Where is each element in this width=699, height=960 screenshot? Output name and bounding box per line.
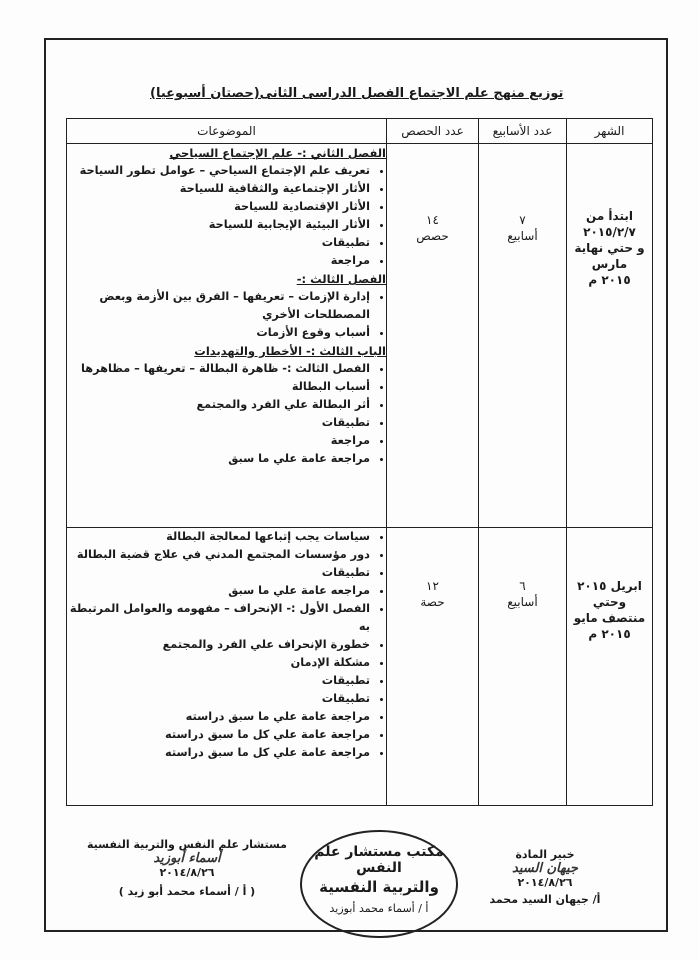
- table-rows-0-month-line: ٢٠١٥ م: [588, 273, 631, 287]
- section-heading: الفصل الثاني :- علم الإجتماع السياحي: [169, 146, 386, 160]
- topic-list: [67, 288, 386, 342]
- topic-item: • تطبيقات: [67, 234, 370, 252]
- table-rows-1-lessons-line: ١٢: [426, 579, 439, 594]
- topic-item: • الفصل الأول :- الإنحراف – مفهومه والعوامل المرتبطة به: [67, 600, 370, 636]
- curriculum-table: [66, 118, 653, 806]
- weeks-cell: [479, 144, 567, 528]
- stamp-line-3: أ / أسماء محمد أبوزيد: [329, 902, 429, 915]
- topic-item: • مراجعة عامة علي ما سبق: [67, 450, 370, 468]
- table-row: [67, 528, 653, 806]
- expert-signature-scrawl: جيهان السيد: [512, 861, 578, 876]
- table-rows-1-month-line: منتصف مايو: [573, 611, 646, 626]
- topic-item: • تطبيقات: [67, 672, 370, 690]
- header-topics: الموضوعات: [67, 119, 387, 144]
- topics-cell: [67, 144, 387, 528]
- topic-item: • مراجعه عامة علي ما سبق: [67, 582, 370, 600]
- signature-counselor: [72, 838, 302, 898]
- counselor-role: مستشار علم النفس والتربية النفسية: [87, 838, 287, 851]
- table-rows-1-weeks-line: ٦: [519, 579, 526, 594]
- table-rows-0-weeks-line: أسابيع: [507, 229, 538, 243]
- topic-item: • مراجعة: [67, 432, 370, 450]
- table-rows-0-month-line: ابتدأ من: [586, 209, 633, 223]
- header-month: الشهر: [567, 119, 653, 144]
- topic-item: • مراجعة: [67, 252, 370, 270]
- table-rows-0-month-line: و حتي نهاية: [574, 241, 645, 255]
- office-stamp: [300, 830, 458, 938]
- table-rows-1-month-line: وحتي: [592, 595, 627, 610]
- header-lessons: عدد الحصص: [387, 119, 479, 144]
- table-rows-0-month-line: مارس: [591, 257, 628, 271]
- document-title: توزيع منهج علم الاجتماع الفصل الدراسى الثانى(حصتان أسبوعيا): [150, 86, 564, 101]
- table-rows-1-month-line: ابريل ٢٠١٥: [577, 579, 642, 594]
- section-heading: الباب الثالث :- الأخطار والتهديدات: [194, 344, 386, 358]
- topic-item: • أسباب وقوع الأزمات: [67, 324, 370, 342]
- table-rows-0-month-line: ٢٠١٥/٢/٧: [583, 225, 636, 239]
- topic-item: • مراجعة عامة علي كل ما سبق دراسته: [67, 744, 370, 762]
- topic-item: • خطورة الإنحراف علي الفرد والمجتمع: [67, 636, 370, 654]
- table-rows-0-lessons-line: ١٤: [426, 213, 439, 227]
- counselor-date: ٢٠١٤/٨/٢٦: [159, 866, 215, 879]
- stamp-line-2: والتربية النفسية: [319, 878, 439, 896]
- counselor-name: ( أ / أسماء محمد أبو زيد ): [118, 885, 256, 898]
- topic-item: • دور مؤسسات المجتمع المدني في علاج قضية البطالة: [67, 546, 370, 564]
- header-weeks: عدد الأسابيع: [479, 119, 567, 144]
- counselor-signature-scrawl: أسماء أبوزيد: [153, 851, 221, 866]
- month-cell: [567, 144, 653, 528]
- section-heading: الفصل الثالث :-: [296, 272, 386, 286]
- topic-item: • سياسات يجب إتباعها لمعالجة البطالة: [67, 528, 370, 546]
- topic-item: • تطبيقات: [67, 564, 370, 582]
- table-rows-1-month-line: ٢٠١٥ م: [588, 627, 631, 642]
- table-rows-1-weeks-line: أسابيع: [507, 595, 538, 610]
- topic-item: • تطبيقات: [67, 690, 370, 708]
- table-row: [67, 144, 653, 528]
- topic-list: [67, 528, 386, 762]
- stamp-line-1: مكتب مستشار علم النفس: [314, 844, 444, 876]
- topic-item: • أثر البطالة علي الفرد والمجتمع: [67, 396, 370, 414]
- table-rows-0-lessons-line: حصص: [416, 229, 449, 243]
- signature-expert: [470, 848, 620, 906]
- weeks-cell: [479, 528, 567, 806]
- topic-item: • الأثار الإجتماعية والثقافية للسياحة: [67, 180, 370, 198]
- topic-item: • مراجعة عامة علي ما سبق دراسته: [67, 708, 370, 726]
- topic-item: • تطبيقات: [67, 414, 370, 432]
- lessons-cell: [387, 144, 479, 528]
- topic-item: • الأثار البيئية الإيجابية للسياحة: [67, 216, 370, 234]
- topic-list: [67, 360, 386, 468]
- lessons-cell: [387, 528, 479, 806]
- topic-item: • أسباب البطالة: [67, 378, 370, 396]
- table-header-row: [67, 119, 653, 144]
- expert-name: أ/ جيهان السيد محمد: [489, 893, 601, 906]
- month-cell: [567, 528, 653, 806]
- topic-list: [67, 162, 386, 270]
- table-rows-0-weeks-line: ٧: [519, 213, 526, 227]
- topics-cell: [67, 528, 387, 806]
- topic-item: • مشكلة الإدمان: [67, 654, 370, 672]
- table-rows-1-lessons-line: حصة: [420, 595, 445, 610]
- topic-item: • الفصل الثالث :- ظاهرة البطالة – تعريفها – مظاهرها: [67, 360, 370, 378]
- topic-item: • إدارة الإزمات – تعريفها – الفرق بين الأزمة وبعض المصطلحات الأخري: [67, 288, 370, 324]
- topic-item: • مراجعة عامة علي كل ما سبق دراسته: [67, 726, 370, 744]
- topic-item: • تعريف علم الإجتماع السياحي – عوامل تطور السياحة: [67, 162, 370, 180]
- expert-role: خبير المادة: [515, 848, 575, 861]
- topic-item: • الأثار الإقتصادية للسياحة: [67, 198, 370, 216]
- expert-date: ٢٠١٤/٨/٢٦: [517, 876, 573, 889]
